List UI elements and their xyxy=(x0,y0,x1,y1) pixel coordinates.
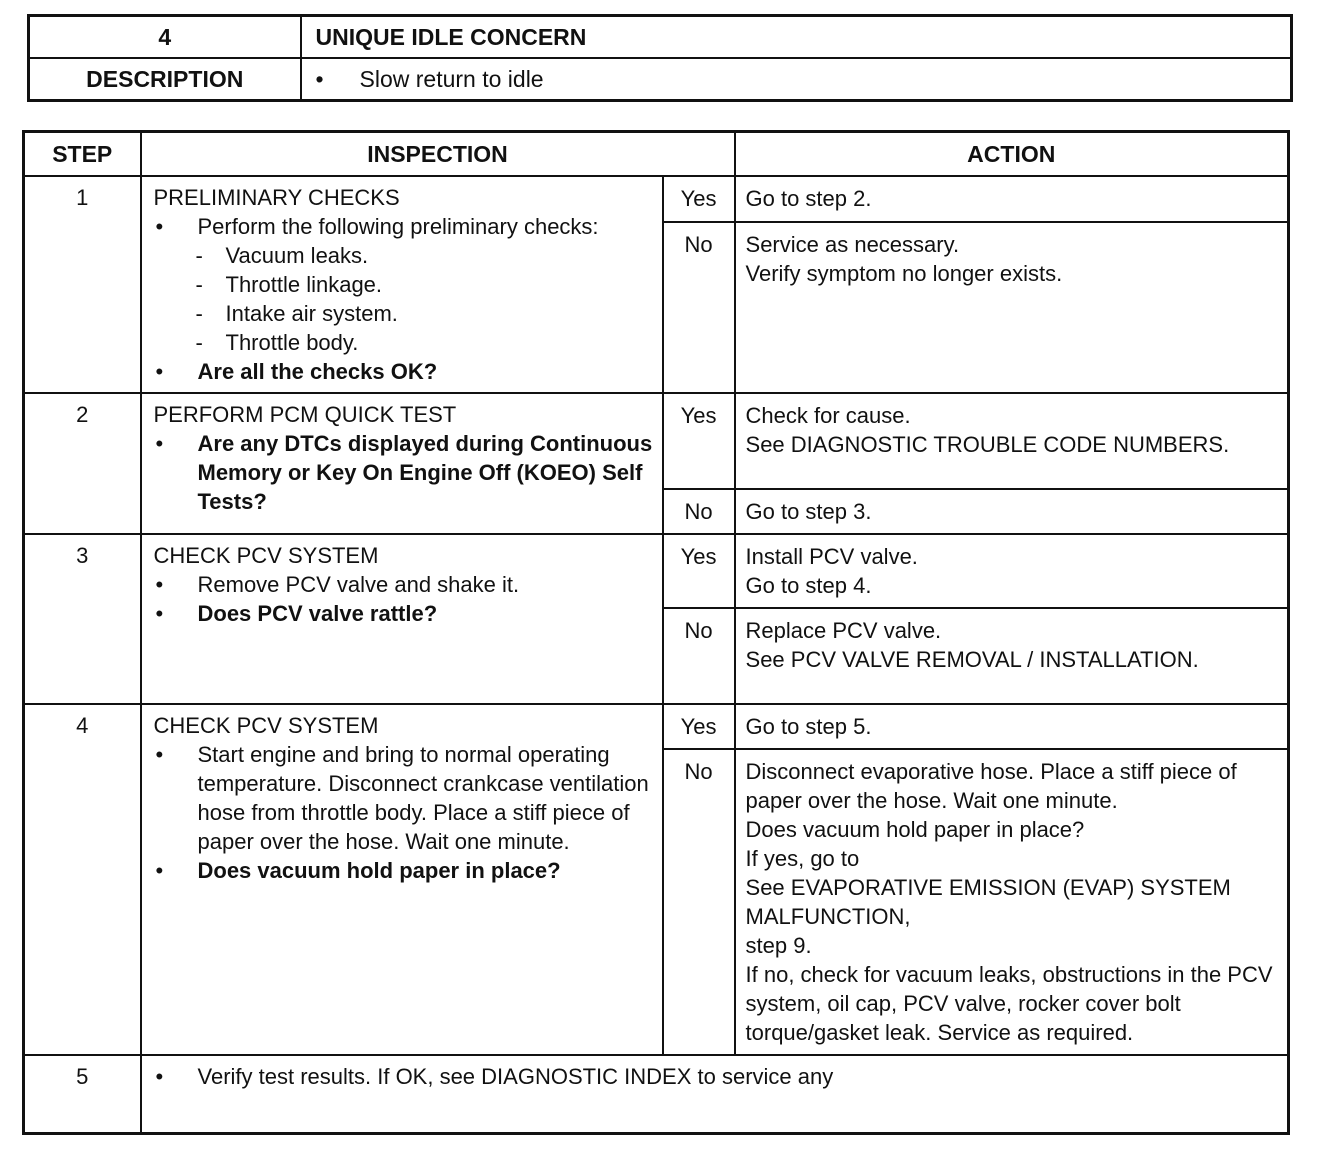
action-line: If yes, go to xyxy=(745,846,860,871)
step-1-number: 1 xyxy=(24,176,141,393)
action-column-header: ACTION xyxy=(735,132,1289,177)
step-5-text: Verify test results. If OK, see DIAGNOSTIC INDEX to service any xyxy=(197,1064,834,1089)
action-line: Go to step 5. xyxy=(745,714,872,739)
description-label: DESCRIPTION xyxy=(29,58,301,101)
step-1-bullet xyxy=(154,212,654,241)
action-line: Check for cause. xyxy=(745,403,911,428)
action-line: Verify symptom no longer exists. xyxy=(745,260,1063,286)
bullet-icon: • xyxy=(155,742,164,767)
step-3-no-label: No xyxy=(663,608,735,704)
step-3-yes-row xyxy=(24,534,1289,608)
step-1-no-action xyxy=(735,222,1289,393)
bullet-icon: • xyxy=(155,601,164,626)
step-3-bullet-text: Remove PCV valve and shake it. xyxy=(197,572,520,597)
action-line: Go to step 2. xyxy=(745,186,872,211)
concern-title-row xyxy=(29,16,1292,59)
step-1-subitem-text: Intake air system. xyxy=(225,301,398,326)
dash-icon: - xyxy=(195,243,203,268)
step-1-subitem-text: Vacuum leaks. xyxy=(225,243,369,268)
step-5-number: 5 xyxy=(24,1055,141,1134)
step-2-no-action xyxy=(735,489,1289,534)
concern-number: 4 xyxy=(29,16,301,59)
step-2-number: 2 xyxy=(24,393,141,534)
diagnostic-steps-table xyxy=(22,130,1290,1135)
action-line: Go to step 3. xyxy=(745,499,872,524)
concern-title: UNIQUE IDLE CONCERN xyxy=(301,16,1292,59)
step-4-question-text: Does vacuum hold paper in place? xyxy=(197,858,561,883)
dash-icon: - xyxy=(195,301,203,326)
step-4-bullet xyxy=(154,740,654,856)
step-1-yes-row xyxy=(24,176,1289,222)
action-line: Go to step 4. xyxy=(745,573,872,598)
step-2-yes-label: Yes xyxy=(663,393,735,489)
step-4-inspection xyxy=(141,704,663,1055)
concern-header-table xyxy=(27,14,1293,102)
step-1-subitem-text: Throttle body. xyxy=(225,330,359,355)
step-3-question xyxy=(154,599,654,628)
inspection-column-header: INSPECTION xyxy=(141,132,735,177)
step-2-question-text: Are any DTCs displayed during Continuous Memory or Key On Engine Off (KOEO) Self Tests? xyxy=(197,431,653,514)
description-text: Slow return to idle xyxy=(359,65,544,92)
step-column-header: STEP xyxy=(24,132,141,177)
step-2-yes-row xyxy=(24,393,1289,489)
step-3-title: CHECK PCV SYSTEM xyxy=(153,543,379,568)
dash-icon: - xyxy=(195,272,203,297)
step-1-question xyxy=(154,357,654,386)
step-2-question xyxy=(154,429,654,516)
step-4-title: CHECK PCV SYSTEM xyxy=(153,713,379,738)
step-3-yes-label: Yes xyxy=(663,534,735,608)
step-4-yes-action xyxy=(735,704,1289,749)
step-5-bullet xyxy=(154,1062,1280,1091)
step-1-subitem xyxy=(154,270,654,299)
bullet-icon: • xyxy=(155,359,164,384)
action-line: Install PCV valve. xyxy=(745,544,918,569)
action-line: See PCV VALVE REMOVAL / INSTALLATION. xyxy=(745,647,1199,672)
action-line: Service as necessary. xyxy=(745,231,960,257)
action-line: See EVAPORATIVE EMISSION (EVAP) SYSTEM MALFUNCTION, xyxy=(745,875,1231,929)
step-1-question-text: Are all the checks OK? xyxy=(197,359,438,384)
step-2-yes-action xyxy=(735,393,1289,489)
dash-icon: - xyxy=(195,330,203,355)
step-3-inspection xyxy=(141,534,663,704)
step-1-inspection xyxy=(141,176,663,393)
step-5-content xyxy=(141,1055,1289,1134)
step-3-no-action xyxy=(735,608,1289,704)
step-4-number: 4 xyxy=(24,704,141,1055)
action-line: Disconnect evaporative hose. Place a stiff piece of paper over the hose. Wait one minute. xyxy=(745,759,1237,813)
action-line: If no, check for vacuum leaks, obstructions in the PCV system, oil cap, PCV valve, rocker cover bolt torque/gasket leak. Service as required. xyxy=(745,962,1273,1045)
step-4-yes-row xyxy=(24,704,1289,749)
step-4-no-label: No xyxy=(663,749,735,1055)
step-5-row xyxy=(24,1055,1289,1134)
bullet-icon: • xyxy=(155,1064,164,1089)
bullet-icon: • xyxy=(155,858,164,883)
step-4-no-action xyxy=(735,749,1289,1055)
step-1-subitem-text: Throttle linkage. xyxy=(225,272,383,297)
step-1-title: PRELIMINARY CHECKS xyxy=(153,185,400,210)
step-3-number: 3 xyxy=(24,534,141,704)
action-line: See DIAGNOSTIC TROUBLE CODE NUMBERS. xyxy=(745,432,1230,457)
step-2-title: PERFORM PCM QUICK TEST xyxy=(153,402,457,427)
step-3-bullet xyxy=(154,570,654,599)
step-1-subitem xyxy=(154,299,654,328)
step-1-yes-label: Yes xyxy=(663,176,735,222)
bullet-icon: • xyxy=(155,572,164,597)
step-1-bullet-text: Perform the following preliminary checks: xyxy=(197,214,599,239)
step-1-yes-action xyxy=(735,176,1289,222)
step-4-bullet-text: Start engine and bring to normal operating temperature. Disconnect crankcase ventilation hose from throttle body. Place a stiff piece of paper over the hose. Wait one minute. xyxy=(197,742,649,854)
description-row xyxy=(29,58,1292,101)
step-2-no-label: No xyxy=(663,489,735,534)
bullet-icon: • xyxy=(315,65,324,92)
bullet-icon: • xyxy=(155,214,164,239)
column-header-row xyxy=(24,132,1289,177)
action-line: Does vacuum hold paper in place? xyxy=(745,817,1085,842)
step-1-subitem xyxy=(154,241,654,270)
action-line: Replace PCV valve. xyxy=(745,618,942,643)
step-4-yes-label: Yes xyxy=(663,704,735,749)
bullet-icon: • xyxy=(155,431,164,456)
step-1-subitem xyxy=(154,328,654,357)
step-1-no-label: No xyxy=(663,222,735,393)
step-3-question-text: Does PCV valve rattle? xyxy=(197,601,438,626)
step-2-inspection xyxy=(141,393,663,534)
step-3-yes-action xyxy=(735,534,1289,608)
step-4-question xyxy=(154,856,654,885)
action-line: step 9. xyxy=(745,933,812,958)
description-cell xyxy=(301,58,1292,101)
